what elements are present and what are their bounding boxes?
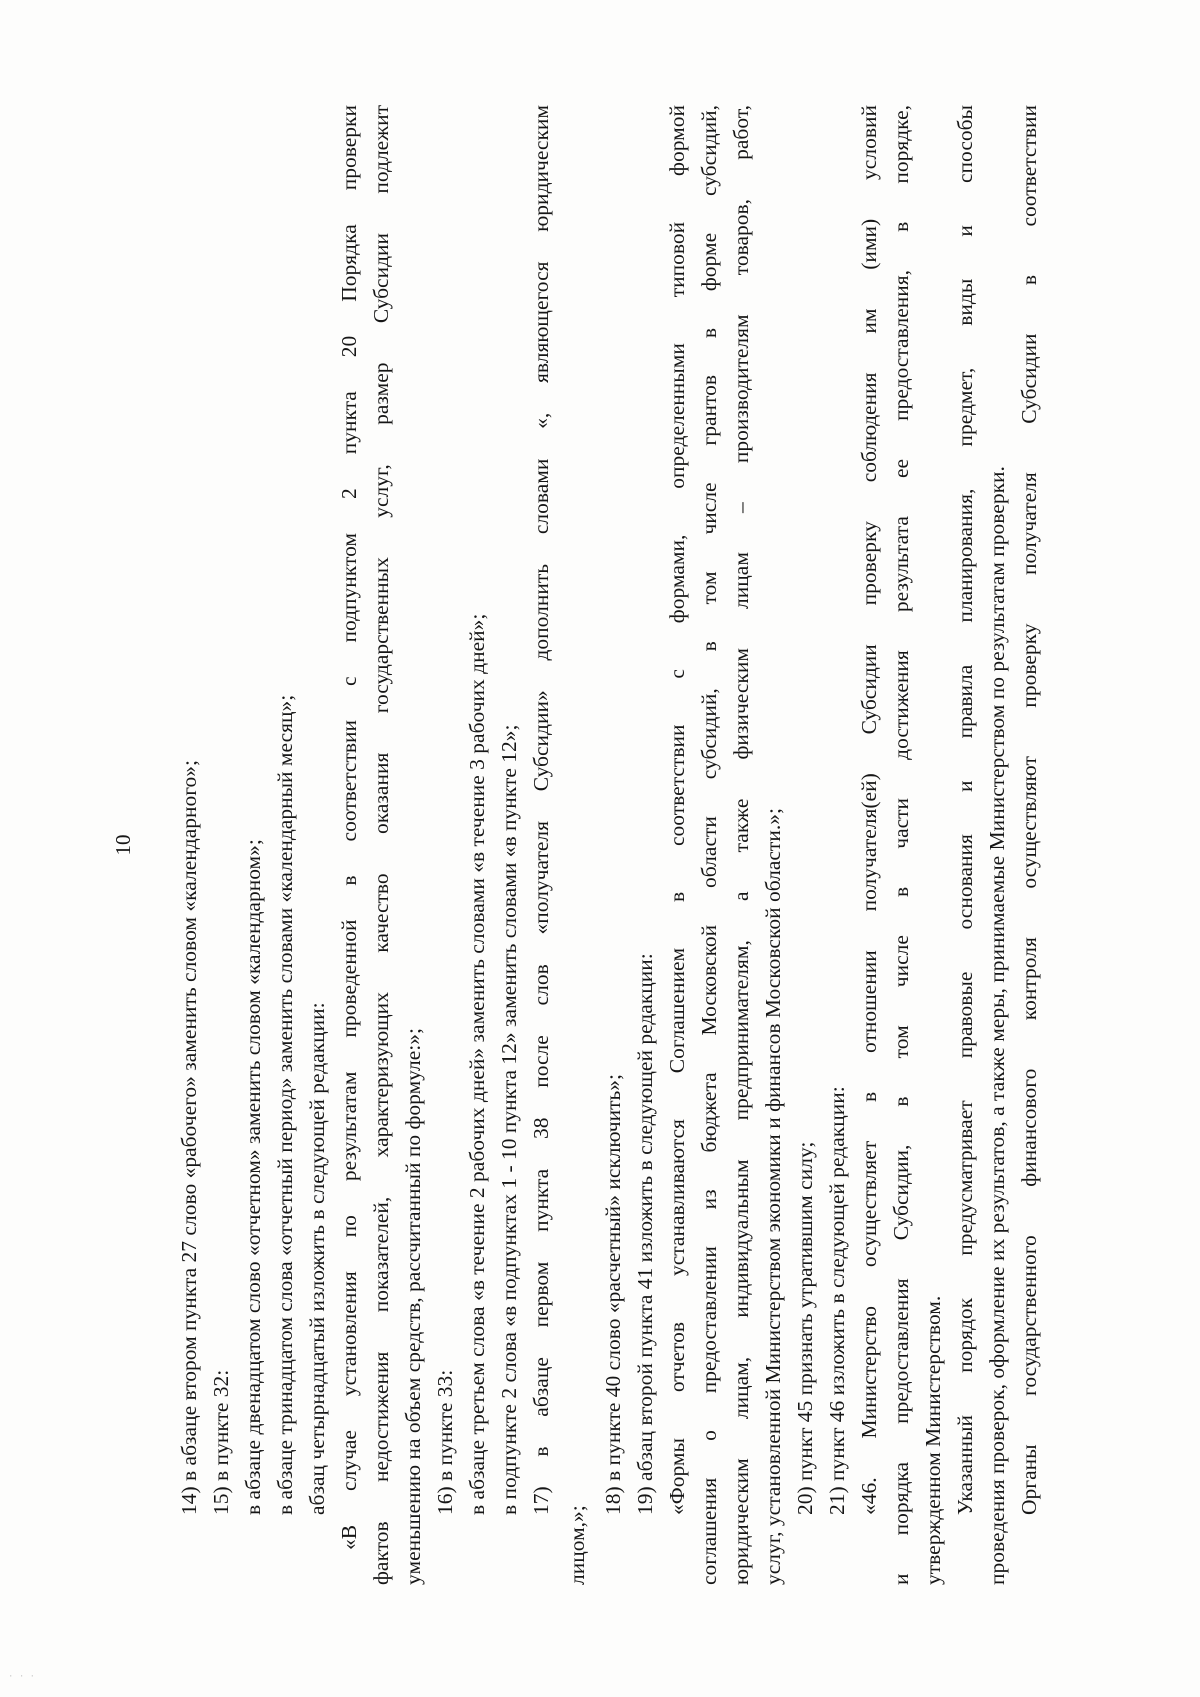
text-line: соглашения о предоставлении из бюджета Московской области субсидий, в том числе грантов в форме субсидий, bbox=[697, 105, 721, 1585]
text-line: утвержденном Министерством. bbox=[921, 1295, 945, 1585]
text-line: юридическим лицам, индивидуальным предпринимателям, а также физическим лицам – производителям товаров, работ, bbox=[729, 105, 753, 1585]
text-line-item-16: 16) в пункте 33: bbox=[433, 1369, 457, 1515]
text-line-item-20: 20) пункт 45 признать утратившим силу; bbox=[793, 1141, 817, 1515]
text-line: уменьшению на объем средств, рассчитанный по формуле:»; bbox=[401, 1028, 425, 1585]
text-line: в абзаце тринадцатом слова «отчетный период» заменить словами «календарный месяц»; bbox=[273, 694, 297, 1515]
scan-edge-mark: · · · bbox=[8, 1672, 36, 1682]
page-number: 10 bbox=[111, 834, 135, 856]
text-line-item-19: 19) абзац второй пункта 41 изложить в следующей редакции: bbox=[633, 953, 657, 1515]
text-line-item-21: 21) пункт 46 изложить в следующей редакции: bbox=[825, 1086, 849, 1515]
text-line: фактов недостижения показателей, характеризующих качество оказания государственных услуг, размер Субсидии подлежит bbox=[369, 105, 393, 1585]
text-line-item-14: 14) в абзаце втором пункта 27 слово «рабочего» заменить словом «календарного»; bbox=[177, 759, 201, 1515]
text-line: и порядка предоставления Субсидии, в том числе в части достижения результата ее предоставления, в порядке, bbox=[889, 105, 913, 1585]
text-line: Указанный порядок предусматривает правовые основания и правила планирования, предмет, виды и способы bbox=[953, 105, 977, 1515]
text-line: в абзаце третьем слова «в течение 2 рабочих дней» заменить словами «в течение 3 рабочих дней»; bbox=[465, 613, 489, 1515]
text-line: проведения проверок, оформление их результатов, а также меры, принимаемые Министерством по результатам проверки. bbox=[985, 466, 1009, 1585]
text-line: в абзаце двенадцатом слово «отчетном» заменить словом «календарном»; bbox=[241, 839, 265, 1515]
text-line-item-17: 17) в абзаце первом пункта 38 после слов «получателя Субсидии» дополнить словами «, являющегося юридическим bbox=[529, 105, 553, 1515]
text-line: Органы государственного финансового контроля осуществляют проверку получателя Субсидии в соответствии bbox=[1017, 105, 1041, 1515]
rotated-document-sheet bbox=[110, 105, 1110, 1585]
text-line: «В случае установления по результатам проведенной в соответствии с подпунктом 2 пункта 20 Порядка проверки bbox=[337, 105, 361, 1550]
text-line: в подпункте 2 слова «в подпунктах 1 - 10 пункта 12» заменить словами «в пункте 12»; bbox=[497, 724, 521, 1515]
text-line: услуг, установленной Министерством экономики и финансов Московской области.»; bbox=[761, 808, 785, 1585]
text-line-item-15: 15) в пункте 32: bbox=[209, 1369, 233, 1515]
text-line: лицом,»; bbox=[565, 1505, 589, 1585]
text-line: абзац четырнадцатый изложить в следующей редакции: bbox=[305, 1002, 329, 1515]
text-line: «Формы отчетов устанавливаются Соглашением в соответствии с формами, определенными типовой формой bbox=[665, 105, 689, 1515]
text-line-item-18: 18) в пункте 40 слово «расчетный» исключить»; bbox=[601, 1073, 625, 1515]
text-line: «46. Министерство осуществляет в отношении получателя(ей) Субсидии проверку соблюдения им (ими) условий bbox=[857, 105, 881, 1515]
